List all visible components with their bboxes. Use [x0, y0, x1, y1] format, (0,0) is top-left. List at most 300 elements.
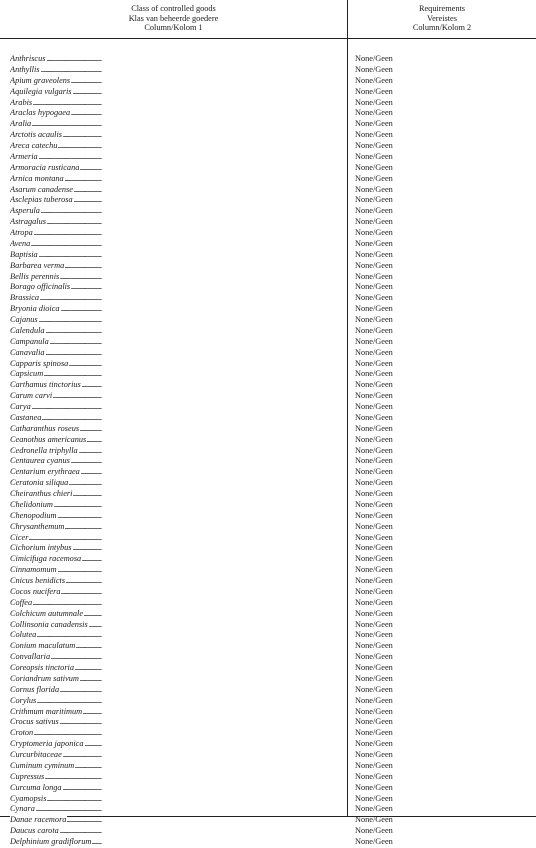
requirement-cell: None/Geen [355, 434, 393, 444]
table-row [0, 467, 536, 478]
goods-class-name: Aquilegia vulgaris [10, 86, 72, 96]
requirement-cell: None/Geen [355, 760, 393, 770]
goods-class-cell [10, 163, 343, 174]
goods-class-cell [10, 630, 343, 641]
goods-class-name: Cocos nucifera [10, 586, 61, 596]
goods-class-name: Asclepias tuberosa [10, 195, 73, 205]
goods-class-name: Calendula [10, 325, 45, 335]
requirement-cell: None/Geen [355, 445, 393, 455]
requirement-cell: None/Geen [355, 391, 393, 401]
goods-class-name: Ceanothus americanus [10, 434, 87, 444]
goods-class-name: Arctotis acaulis [10, 130, 63, 140]
requirement-cell: None/Geen [355, 815, 393, 825]
goods-class-cell [10, 239, 343, 250]
table-row [0, 696, 536, 707]
requirement-cell: None/Geen [355, 554, 393, 564]
requirement-cell: None/Geen [355, 75, 393, 85]
table-row [0, 98, 536, 109]
goods-class-name: Cheiranthus chieri [10, 489, 73, 498]
goods-class-name: Carthamus tinctorius [10, 380, 81, 390]
table-row [0, 380, 536, 391]
goods-class-cell [10, 663, 343, 674]
goods-class-name: Campanula [10, 336, 49, 346]
table-row [0, 272, 536, 283]
table-row [0, 174, 536, 185]
goods-class-name: Borago officinalis [10, 282, 71, 292]
goods-class-name: Curcuma longa [10, 782, 62, 792]
goods-class-name: Cnicus benidicts [10, 576, 66, 585]
requirement-cell: None/Geen [355, 771, 393, 781]
requirement-cell: None/Geen [355, 195, 393, 205]
requirement-cell: None/Geen [355, 597, 393, 607]
requirement-cell: None/Geen [355, 608, 393, 618]
goods-class-name: Crocus sativus [10, 717, 59, 727]
goods-class-cell [10, 674, 343, 685]
goods-class-name: Arabis [10, 97, 33, 107]
goods-class-cell [10, 65, 343, 76]
goods-class-cell [10, 652, 343, 663]
table-row [0, 761, 536, 772]
table-row [0, 185, 536, 196]
table-row [0, 652, 536, 663]
goods-class-cell [10, 119, 343, 130]
requirement-cell: None/Geen [355, 673, 393, 683]
goods-class-cell [10, 87, 343, 98]
requirement-cell: None/Geen [355, 521, 393, 531]
table-row [0, 826, 536, 837]
table-row [0, 717, 536, 728]
goods-class-name: Cuminum cyminum [10, 760, 75, 770]
goods-class-name: Danae racemora [10, 815, 67, 825]
requirement-cell: None/Geen [355, 119, 393, 129]
table-row [0, 794, 536, 805]
table-row [0, 65, 536, 76]
table-row [0, 500, 536, 511]
requirement-cell: None/Geen [355, 750, 393, 759]
goods-class-cell [10, 511, 343, 522]
goods-class-name: Avena [10, 238, 31, 248]
requirement-cell: None/Geen [355, 467, 393, 477]
requirement-cell: None/Geen [355, 532, 393, 542]
goods-class-name: Cynara [10, 804, 35, 814]
table-row [0, 424, 536, 435]
goods-class-cell [10, 565, 343, 576]
requirement-cell: None/Geen [355, 499, 393, 509]
table-row [0, 369, 536, 380]
goods-class-cell [10, 369, 343, 380]
goods-class-name: Castanea [10, 412, 42, 422]
goods-class-name: Cinnamomum [10, 565, 57, 575]
requirement-cell: None/Geen [355, 804, 393, 814]
goods-class-name: Asarum canadense [10, 184, 73, 194]
column-2-number: Column/Kolom 2 [412, 23, 472, 33]
goods-class-name: Crithmum maritimum [10, 706, 83, 716]
requirement-cell: None/Geen [355, 141, 393, 150]
requirement-cell: None/Geen [355, 315, 393, 324]
goods-class-name: Cicer [10, 532, 29, 542]
goods-class-cell [10, 707, 343, 718]
table-row [0, 87, 536, 98]
table-row [0, 304, 536, 315]
requirement-cell: None/Geen [355, 86, 393, 96]
table-row [0, 250, 536, 261]
column-2-header [348, 4, 536, 33]
goods-class-name: Canavalia [10, 347, 45, 357]
table-row [0, 163, 536, 174]
column-1-title-en: Class of controlled goods [131, 4, 216, 13]
requirement-cell: None/Geen [355, 510, 393, 520]
goods-class-cell [10, 293, 343, 304]
goods-class-cell [10, 304, 343, 315]
goods-class-name: Coreopsis tinctoria [10, 663, 74, 672]
goods-class-name: Capsicum [10, 369, 44, 379]
requirement-cell: None/Geen [355, 412, 393, 422]
table-row [0, 674, 536, 685]
goods-class-name: Asperula [10, 206, 40, 216]
requirement-cell: None/Geen [355, 423, 393, 433]
goods-class-name: Cryptomeria japonica [10, 739, 84, 749]
goods-class-name: Anthyllis [10, 64, 40, 74]
requirement-cell: None/Geen [355, 325, 393, 335]
goods-class-cell [10, 108, 343, 119]
goods-class-cell [10, 272, 343, 283]
table-row [0, 359, 536, 370]
requirement-cell: None/Geen [355, 684, 393, 694]
table-row [0, 489, 536, 500]
requirement-cell: None/Geen [355, 54, 393, 63]
goods-class-cell [10, 435, 343, 446]
table-row [0, 533, 536, 544]
column-2-title-en: Requirements [418, 4, 466, 13]
requirement-cell: None/Geen [355, 260, 393, 270]
requirement-cell: None/Geen [355, 576, 393, 585]
goods-class-cell [10, 261, 343, 272]
goods-class-cell [10, 348, 343, 359]
goods-class-name: Delphinium gradiflorum [10, 837, 92, 846]
table-row [0, 511, 536, 522]
goods-class-cell [10, 228, 343, 239]
table-row [0, 261, 536, 272]
goods-class-name: Atropa [10, 228, 33, 237]
goods-class-name: Cajanus [10, 315, 38, 324]
table-row [0, 446, 536, 457]
requirement-cell: None/Geen [355, 293, 393, 303]
table-row [0, 228, 536, 239]
goods-class-name: Collinsonia canadensis [10, 619, 88, 629]
goods-class-name: Cornus florida [10, 684, 60, 694]
requirement-cell: None/Geen [355, 837, 393, 846]
goods-class-name: Anthriscus [10, 54, 46, 63]
goods-class-cell [10, 500, 343, 511]
table-row [0, 391, 536, 402]
goods-class-cell [10, 489, 343, 500]
requirement-cell: None/Geen [355, 402, 393, 411]
requirement-cell: None/Geen [355, 728, 393, 738]
table-row [0, 576, 536, 587]
goods-class-name: Aralia [10, 119, 32, 129]
goods-class-cell [10, 467, 343, 478]
table-row [0, 76, 536, 87]
table-row [0, 217, 536, 228]
requirement-cell: None/Geen [355, 238, 393, 248]
goods-class-name: Brassica [10, 293, 40, 303]
table-row [0, 195, 536, 206]
requirement-cell: None/Geen [355, 173, 393, 183]
requirement-cell: None/Geen [355, 347, 393, 357]
goods-class-cell [10, 598, 343, 609]
requirement-cell: None/Geen [355, 97, 393, 107]
requirement-cell: None/Geen [355, 630, 393, 640]
goods-class-cell [10, 576, 343, 587]
goods-class-name: Cupressus [10, 771, 45, 781]
goods-class-name: Chenopodium [10, 510, 57, 520]
goods-class-name: Coffea [10, 597, 33, 607]
requirement-cell: None/Geen [355, 108, 393, 118]
requirement-cell: None/Geen [355, 706, 393, 716]
table-row [0, 108, 536, 119]
goods-class-name: Carya [10, 402, 31, 411]
table-row [0, 565, 536, 576]
goods-class-cell [10, 195, 343, 206]
goods-class-name: Corylus [10, 695, 37, 705]
goods-class-cell [10, 152, 343, 163]
requirement-cell: None/Geen [355, 456, 393, 466]
table-row [0, 598, 536, 609]
goods-class-cell [10, 76, 343, 87]
goods-class-cell [10, 826, 343, 837]
goods-class-cell [10, 413, 343, 424]
goods-class-name: Carum carvi [10, 391, 53, 401]
requirement-cell: None/Geen [355, 663, 393, 672]
goods-class-cell [10, 522, 343, 533]
column-2-title-af: Vereistes [427, 13, 457, 23]
table-row [0, 522, 536, 533]
goods-class-cell [10, 620, 343, 631]
table-row [0, 130, 536, 141]
goods-class-cell [10, 717, 343, 728]
goods-class-cell [10, 98, 343, 109]
goods-class-cell [10, 282, 343, 293]
table-row [0, 456, 536, 467]
column-1-title-af: Klas van beheerde goedere [128, 13, 219, 23]
requirement-cell: None/Geen [355, 64, 393, 74]
goods-class-cell [10, 206, 343, 217]
requirement-cell: None/Geen [355, 543, 393, 553]
goods-class-cell [10, 478, 343, 489]
table-row [0, 206, 536, 217]
table-row [0, 728, 536, 739]
goods-class-cell [10, 815, 343, 826]
goods-class-name: Cedronella triphylla [10, 445, 78, 455]
goods-class-cell [10, 315, 343, 326]
table-row [0, 478, 536, 489]
goods-class-cell [10, 804, 343, 815]
goods-class-name: Croton [10, 728, 34, 738]
requirement-cell: None/Geen [355, 586, 393, 596]
goods-class-cell [10, 380, 343, 391]
goods-class-cell [10, 130, 343, 141]
goods-class-cell [10, 761, 343, 772]
goods-class-name: Centaurea cyanus [10, 456, 70, 466]
goods-class-name: Araclas hypogaea [10, 108, 71, 118]
goods-class-cell [10, 391, 343, 402]
requirement-cell: None/Geen [355, 782, 393, 792]
goods-class-cell [10, 772, 343, 783]
goods-class-name: Curcurbitaceae [10, 750, 62, 759]
goods-class-name: Chelidonium [10, 499, 53, 509]
goods-class-name: Capparis spinosa [10, 358, 69, 368]
requirement-cell: None/Geen [355, 217, 393, 227]
goods-class-name: Daucus carota [10, 826, 59, 836]
goods-class-name: Bellis perennis [10, 271, 60, 281]
goods-class-cell [10, 837, 343, 848]
goods-class-name: Astragalus [10, 217, 46, 227]
table-row [0, 293, 536, 304]
goods-class-name: Barbarea verma [10, 260, 65, 270]
goods-class-cell [10, 326, 343, 337]
goods-class-cell [10, 794, 343, 805]
goods-class-cell [10, 446, 343, 457]
requirement-cell: None/Geen [355, 304, 393, 314]
goods-class-name: Conium maculatum [10, 641, 76, 651]
requirement-cell: None/Geen [355, 130, 393, 140]
requirement-cell: None/Geen [355, 206, 393, 216]
goods-class-cell [10, 543, 343, 554]
requirement-cell: None/Geen [355, 249, 393, 259]
table-row [0, 54, 536, 65]
goods-class-name: Convallaria [10, 652, 51, 662]
goods-class-name: Cichorium intybus [10, 543, 72, 553]
table-row [0, 337, 536, 348]
goods-class-name: Coriandrum sativum [10, 673, 79, 683]
goods-class-cell [10, 783, 343, 794]
requirement-cell: None/Geen [355, 641, 393, 651]
table-row [0, 772, 536, 783]
goods-class-name: Chrysanthemum [10, 521, 65, 531]
goods-class-cell [10, 533, 343, 544]
goods-class-name: Areca catechu [10, 141, 58, 150]
goods-class-cell [10, 641, 343, 652]
goods-class-cell [10, 250, 343, 261]
goods-class-cell [10, 402, 343, 413]
goods-class-cell [10, 685, 343, 696]
requirement-cell: None/Geen [355, 652, 393, 662]
goods-class-cell [10, 750, 343, 761]
goods-class-cell [10, 554, 343, 565]
table-row [0, 587, 536, 598]
requirement-cell: None/Geen [355, 336, 393, 346]
goods-class-cell [10, 174, 343, 185]
goods-class-name: Armoracia rusticana [10, 162, 80, 172]
table-row [0, 152, 536, 163]
goods-class-cell [10, 185, 343, 196]
column-1-number: Column/Kolom 1 [144, 23, 203, 33]
requirement-cell: None/Geen [355, 162, 393, 172]
goods-table-body [0, 54, 536, 848]
requirement-cell: None/Geen [355, 271, 393, 281]
goods-class-cell [10, 456, 343, 467]
requirement-cell: None/Geen [355, 826, 393, 836]
requirement-cell: None/Geen [355, 793, 393, 803]
table-row [0, 837, 536, 848]
table-row [0, 348, 536, 359]
requirement-cell: None/Geen [355, 695, 393, 705]
goods-class-name: Arnica montana [10, 173, 64, 183]
requirement-cell: None/Geen [355, 358, 393, 368]
requirement-cell: None/Geen [355, 151, 393, 161]
table-row [0, 804, 536, 815]
goods-class-name: Ceratonia siliqua [10, 478, 69, 488]
table-row [0, 402, 536, 413]
table-row [0, 685, 536, 696]
goods-class-cell [10, 141, 343, 152]
goods-class-cell [10, 587, 343, 598]
requirement-cell: None/Geen [355, 369, 393, 379]
goods-class-cell [10, 359, 343, 370]
requirement-cell: None/Geen [355, 282, 393, 292]
table-row [0, 543, 536, 554]
table-row [0, 707, 536, 718]
table-row [0, 119, 536, 130]
column-1-header [0, 4, 347, 33]
goods-class-cell [10, 728, 343, 739]
requirement-cell: None/Geen [355, 184, 393, 194]
goods-class-name: Cyamopsis [10, 793, 47, 803]
goods-class-cell [10, 609, 343, 620]
goods-class-name: Centarium erythraea [10, 467, 80, 477]
goods-class-cell [10, 739, 343, 750]
table-row [0, 315, 536, 326]
goods-class-cell [10, 54, 343, 65]
goods-class-cell [10, 696, 343, 707]
goods-class-name: Apium graveolens [10, 75, 71, 85]
table-row [0, 435, 536, 446]
requirement-cell: None/Geen [355, 228, 393, 237]
requirement-cell: None/Geen [355, 478, 393, 488]
table-row [0, 750, 536, 761]
goods-class-name: Cimicifuga racemosa [10, 554, 82, 564]
table-row [0, 609, 536, 620]
requirement-cell: None/Geen [355, 717, 393, 727]
goods-class-name: Colutea [10, 630, 37, 640]
table-row [0, 239, 536, 250]
requirement-cell: None/Geen [355, 739, 393, 749]
table-row [0, 815, 536, 826]
table-row [0, 282, 536, 293]
table-row [0, 326, 536, 337]
header-rule [0, 38, 536, 39]
table-row [0, 141, 536, 152]
table-row [0, 620, 536, 631]
table-row [0, 783, 536, 794]
table-row [0, 641, 536, 652]
goods-class-name: Bryonia dioica [10, 304, 60, 314]
requirement-cell: None/Geen [355, 619, 393, 629]
requirement-cell: None/Geen [355, 380, 393, 390]
table-row [0, 413, 536, 424]
goods-class-cell [10, 217, 343, 228]
requirement-cell: None/Geen [355, 489, 393, 498]
goods-class-name: Baptisia [10, 249, 38, 259]
goods-class-cell [10, 337, 343, 348]
goods-class-name: Armeria [10, 151, 38, 161]
table-row [0, 739, 536, 750]
goods-class-name: Colchicum autumnale [10, 608, 84, 618]
goods-class-cell [10, 424, 343, 435]
table-row [0, 663, 536, 674]
table-row [0, 554, 536, 565]
table-row [0, 630, 536, 641]
